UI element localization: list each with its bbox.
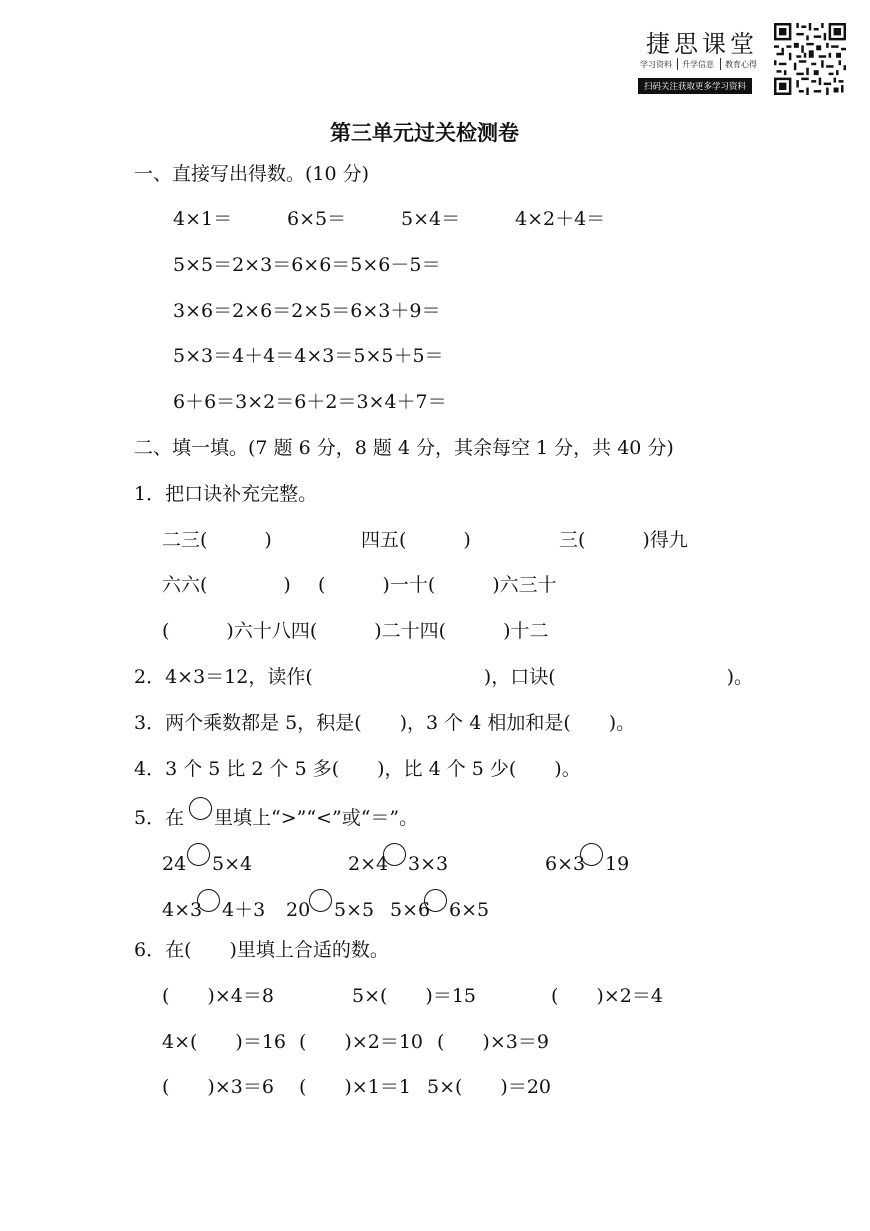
- section-1-heading: 一、直接写出得数。(10 分): [134, 163, 370, 185]
- compare-left: 2×4: [348, 853, 389, 875]
- compare-right: 5×5: [334, 899, 375, 921]
- calc-item: 6×5＝: [287, 208, 347, 230]
- page-title: 第三单元过关检测卷: [330, 121, 519, 145]
- section-2-heading: 二、填一填。(7 题 6 分，8 题 4 分，其余每空 1 分，共 40 分): [134, 437, 674, 459]
- q6-blank-item[interactable]: 5×( )＝15: [352, 985, 477, 1007]
- answer-circle[interactable]: [383, 843, 406, 866]
- answer-circle[interactable]: [189, 797, 212, 820]
- compare-left: 6×3: [545, 853, 586, 875]
- q6-blank-item[interactable]: ( )×1＝1: [299, 1076, 411, 1098]
- brand-tag-2: 升学信息: [682, 60, 714, 69]
- compare-left: 5×6: [390, 899, 431, 921]
- q1-blank-item[interactable]: 二三( ): [162, 529, 272, 551]
- tag-divider: [720, 58, 721, 70]
- calc-item: 4×2＋4＝: [515, 208, 606, 230]
- brand-banner: 扫码关注获取更多学习资料: [638, 78, 752, 94]
- compare-right: 5×4: [212, 853, 253, 875]
- qr-code-icon[interactable]: [774, 23, 846, 95]
- q6-blank-item[interactable]: 5×( )＝20: [427, 1076, 552, 1098]
- q6-blank-item[interactable]: 4×( )＝16: [162, 1031, 287, 1053]
- brand-tag-1: 学习资料: [640, 60, 672, 69]
- calc-row: 6＋6＝3×2＝6＋2＝3×4＋7＝: [173, 391, 447, 413]
- answer-circle[interactable]: [580, 843, 603, 866]
- brand-tag-3: 教育心得: [725, 60, 757, 69]
- compare-right: 19: [605, 853, 630, 875]
- q6-blank-item[interactable]: ( )×2＝10: [299, 1031, 424, 1053]
- q1-stem: 1．把口诀补充完整。: [134, 483, 318, 505]
- q6-blank-item[interactable]: ( )×3＝9: [437, 1031, 549, 1053]
- compare-right: 4＋3: [222, 899, 266, 921]
- brand-logo-text: 捷思课堂: [646, 30, 758, 58]
- answer-circle[interactable]: [187, 843, 210, 866]
- q1-blank-item[interactable]: 三( )得九: [559, 529, 688, 551]
- q6-stem: 6．在( )里填上合适的数。: [134, 939, 389, 961]
- answer-circle[interactable]: [197, 889, 220, 912]
- q5-stem-start: 5．在: [134, 807, 185, 829]
- calc-row: 5×5＝2×3＝6×6＝5×6－5＝: [173, 254, 441, 276]
- calc-item: 4×1＝: [173, 208, 233, 230]
- q1-blank-item[interactable]: 六六( ): [162, 574, 291, 596]
- calc-row: 3×6＝2×6＝2×5＝6×3＋9＝: [173, 300, 441, 322]
- compare-left: 4×3: [162, 899, 203, 921]
- q5-stem-end: 里填上“>”“<”或“＝”。: [214, 807, 419, 829]
- q6-blank-item[interactable]: ( )×2＝4: [551, 985, 663, 1007]
- q1-blank-item[interactable]: ( )六十八四( )二十四( )十二: [162, 620, 549, 642]
- q6-blank-item[interactable]: ( )×4＝8: [162, 985, 274, 1007]
- compare-right: 3×3: [408, 853, 449, 875]
- q1-blank-item[interactable]: 四五( ): [361, 529, 471, 551]
- compare-right: 6×5: [449, 899, 490, 921]
- answer-circle[interactable]: [424, 889, 447, 912]
- q2-text[interactable]: 2．4×3＝12，读作( )，口诀( )。: [134, 666, 754, 688]
- q4-text[interactable]: 4．3 个 5 比 2 个 5 多( )，比 4 个 5 少( )。: [134, 758, 581, 780]
- q6-blank-item[interactable]: ( )×3＝6: [162, 1076, 274, 1098]
- answer-circle[interactable]: [309, 889, 332, 912]
- compare-left: 24: [162, 853, 187, 875]
- calc-item: 5×4＝: [401, 208, 461, 230]
- tag-divider: [677, 58, 678, 70]
- q3-text[interactable]: 3．两个乘数都是 5，积是( )，3 个 4 相加和是( )。: [134, 712, 636, 734]
- q1-blank-item[interactable]: ( )一十( )六三十: [318, 574, 557, 596]
- calc-row: 5×3＝4＋4＝4×3＝5×5＋5＝: [173, 345, 444, 367]
- compare-left: 20: [286, 899, 311, 921]
